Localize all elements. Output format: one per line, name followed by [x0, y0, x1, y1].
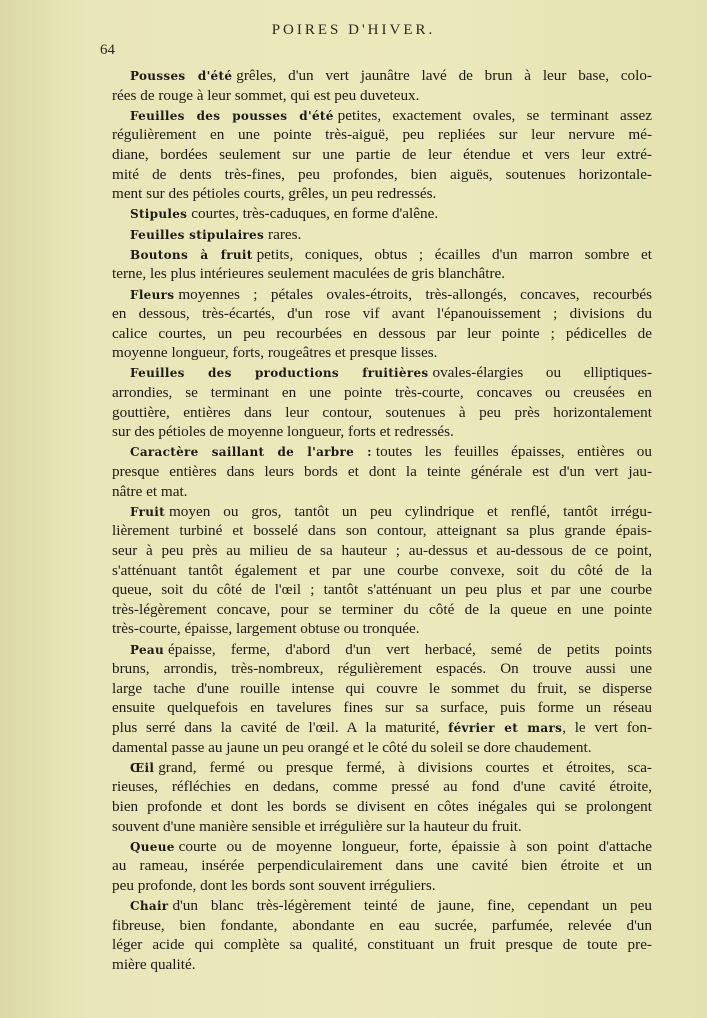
line-text: mité de dents très-fines, peu profondes, bien aiguës, soutenues horizontale- [112, 165, 652, 183]
paragraph-heading: Fruit [130, 504, 165, 519]
paragraph-heading: Feuilles des pousses d'été [130, 108, 334, 123]
text-line [112, 541, 652, 561]
text-line [112, 955, 652, 975]
text-line [112, 659, 652, 679]
paragraph [112, 640, 652, 758]
text-line [112, 561, 652, 581]
text-line [112, 837, 652, 857]
paragraph [112, 896, 652, 974]
paragraph [112, 204, 652, 224]
paragraph-heading: Boutons à fruit [130, 247, 253, 262]
text-line [112, 777, 652, 797]
line-text: souvent d'une manière sensible et irrégulière sur la hauteur du fruit. [112, 817, 522, 835]
line-text: terne, les plus intérieures seulement maculées de gris blanchâtre. [112, 265, 506, 283]
line-text: diane, bordées seulement sur une partie de leur étendue et vers leur extré- [112, 145, 652, 163]
text-line [112, 383, 652, 403]
paragraph-heading: Feuilles stipulaires [130, 227, 265, 242]
line-text: rieuses, réfléchies en dedans, comme pressé au fond d'une cavité étroite, [112, 778, 652, 796]
text-line [112, 324, 652, 344]
paragraph [112, 245, 652, 284]
line-text: au rameau, insérée perpendiculairement dans une cavité bien étroite et un [112, 857, 652, 875]
line-text: mière qualité. [112, 955, 196, 973]
line-text: s'atténuant tantôt également et par une courbe convexe, soit du côté de la [112, 561, 652, 579]
text-line [112, 106, 652, 126]
line-text: large tache d'une rouille intense qui couvre le sommet du fruit, se disperse [112, 679, 652, 697]
text-line [112, 343, 652, 363]
line-text: rées de rouge à leur sommet, qui est peu duveteux. [112, 86, 420, 104]
paragraph [112, 106, 652, 204]
text-line [112, 285, 652, 305]
line-text: épaisse, ferme, d'abord d'un vert herbacé, semé de petits points [168, 640, 652, 658]
line-text: queue, soit du côté de l'œil ; tantôt s'atténuant un peu plus et par une courbe [112, 581, 652, 599]
line-text: régulièrement en une pointe très-aiguë, peu repliées sur leur nervure mé- [112, 126, 652, 144]
text-line [112, 482, 652, 502]
paragraph-heading: Stipules [130, 207, 188, 222]
text-line [112, 580, 652, 600]
line-text: léger acide qui complète sa qualité, constituant un fruit presque de toute pre- [112, 936, 652, 954]
line-text: nâtre et mat. [112, 482, 188, 500]
line-text: moyenne longueur, forts, rougeâtres et presque lisses. [112, 344, 438, 362]
paragraph [112, 758, 652, 836]
line-text: moyennes ; pétales ovales-étroits, très-allongés, concaves, recourbés [178, 285, 652, 303]
line-text: grand, fermé ou presque fermé, à divisions courtes et étroites, sca- [158, 758, 652, 776]
line-text: en dessous, très-écartés, d'un rose vif avant l'épanouissement ; divisions du [112, 305, 652, 323]
text-line [112, 640, 652, 660]
paragraph-heading: Queue [130, 839, 175, 854]
line-text: très-courte, épaisse, largement obtuse ou tronquée. [112, 620, 420, 638]
text-line [112, 245, 652, 265]
running-title: POIRES D'HIVER. [271, 22, 436, 38]
line-text: ovales-élargies ou elliptiques- [432, 364, 652, 382]
line-text: moyen ou gros, tantôt un peu cylindrique et renflé, tantôt irrégu- [168, 502, 652, 520]
line-text: ment sur des pétioles courts, grêles, un peu redressés. [112, 185, 437, 203]
line-text: plus serré dans la cavité de l'œil. A la maturité, février et mars, le vert fon- [112, 718, 652, 736]
paragraph [112, 442, 652, 501]
page-body [112, 66, 652, 975]
line-text: gouttière, entières dans leur contour, soutenues à peu près horizontalement [112, 403, 652, 421]
text-line [112, 145, 652, 165]
text-line [112, 442, 652, 462]
line-text: petits, coniques, obtus ; écailles d'un marron sombre et [256, 245, 652, 263]
text-line [112, 225, 652, 245]
line-text: courte ou de moyenne longueur, forte, épaissie à son point d'attache [178, 837, 652, 855]
text-line [112, 125, 652, 145]
line-text: petites, exactement ovales, se terminant assez [337, 106, 652, 124]
text-line [112, 521, 652, 541]
paragraph-heading: Peau [130, 642, 165, 657]
text-line [112, 758, 652, 778]
line-text: bien profonde et dont les bords se divisent en côtes inégales qui se prolongent [112, 797, 652, 815]
paragraph-heading: Feuilles des productions fruitières [130, 366, 429, 381]
text-line [112, 876, 652, 896]
paragraph [112, 66, 652, 105]
line-text: fibreuse, bien fondante, abondante en eau sucrée, parfumée, relevée d'un [112, 916, 652, 934]
line-text: d'un blanc très-légèrement teinté de jaune, fine, cependant un peu [172, 897, 652, 915]
text-line [112, 66, 652, 86]
text-line [112, 304, 652, 324]
text-line [112, 738, 652, 758]
text-line [112, 165, 652, 185]
text-line [112, 797, 652, 817]
paragraph [112, 285, 652, 363]
line-text: rares. [268, 225, 302, 243]
text-line [112, 916, 652, 936]
paragraph [112, 225, 652, 245]
text-line [112, 896, 652, 916]
paragraph-heading: Chair [130, 899, 169, 914]
text-line [112, 422, 652, 442]
paragraph-heading: Pousses d'été [130, 69, 233, 83]
paragraph-heading: Caractère saillant de l'arbre : [130, 445, 372, 460]
text-line [112, 184, 652, 204]
paragraph-heading: Œil [130, 760, 155, 775]
text-line [112, 856, 652, 876]
line-text: presque entières dans leurs bords et dont la teinte générale est d'un vert jau- [112, 463, 652, 481]
text-line [112, 619, 652, 639]
text-line [112, 600, 652, 620]
text-line [112, 462, 652, 482]
emphasis: février et mars [448, 720, 563, 735]
line-text: toutes les feuilles épaisses, entières ou [375, 443, 652, 461]
line-text: peu profonde, dont les bords sont souvent irréguliers. [112, 876, 436, 894]
line-text: bruns, arrondis, très-nombreux, régulièrement espacés. On trouve aussi une [112, 660, 652, 678]
text-line [112, 502, 652, 522]
line-text: courtes, très-caduques, en forme d'alêne. [191, 205, 439, 223]
text-line [112, 204, 652, 224]
line-text: sur des pétioles de moyenne longueur, forts et redressés. [112, 423, 454, 441]
paragraph [112, 837, 652, 896]
line-text: très-légèrement concave, pour se terminer du côté de la queue en une pointe [112, 600, 652, 618]
paragraph [112, 363, 652, 441]
text-line [112, 718, 652, 738]
text-line [112, 403, 652, 423]
text-line [112, 363, 652, 383]
text-line [112, 935, 652, 955]
line-text: calice courtes, un peu recourbées en dessous par leur pointe ; pédicelles de [112, 324, 652, 342]
line-text: grêles, d'un vert jaunâtre lavé de brun à leur base, colo- [236, 67, 652, 84]
text-line [112, 679, 652, 699]
line-text: lièrement turbiné et bosselé dans son contour, atteignant sa plus grande épais- [112, 522, 652, 540]
text-line [112, 817, 652, 837]
text-line [112, 86, 652, 106]
line-text: seur à peu près au milieu de sa hauteur ; au-dessus et au-dessous de ce point, [112, 542, 652, 559]
line-text: ensuite quelquefois en tavelures fines sur sa surface, puis forme un réseau [112, 699, 652, 717]
line-text: damental passe au jaune un peu orangé et le côté du soleil se dore chaudement. [112, 738, 592, 756]
line-text: arrondies, se terminant en une pointe très-courte, concaves ou creusées en [112, 384, 652, 402]
paragraph-heading: Fleurs [130, 287, 175, 302]
page-number: 64 [100, 42, 115, 58]
paragraph [112, 502, 652, 639]
text-line [112, 698, 652, 718]
text-line [112, 264, 652, 284]
